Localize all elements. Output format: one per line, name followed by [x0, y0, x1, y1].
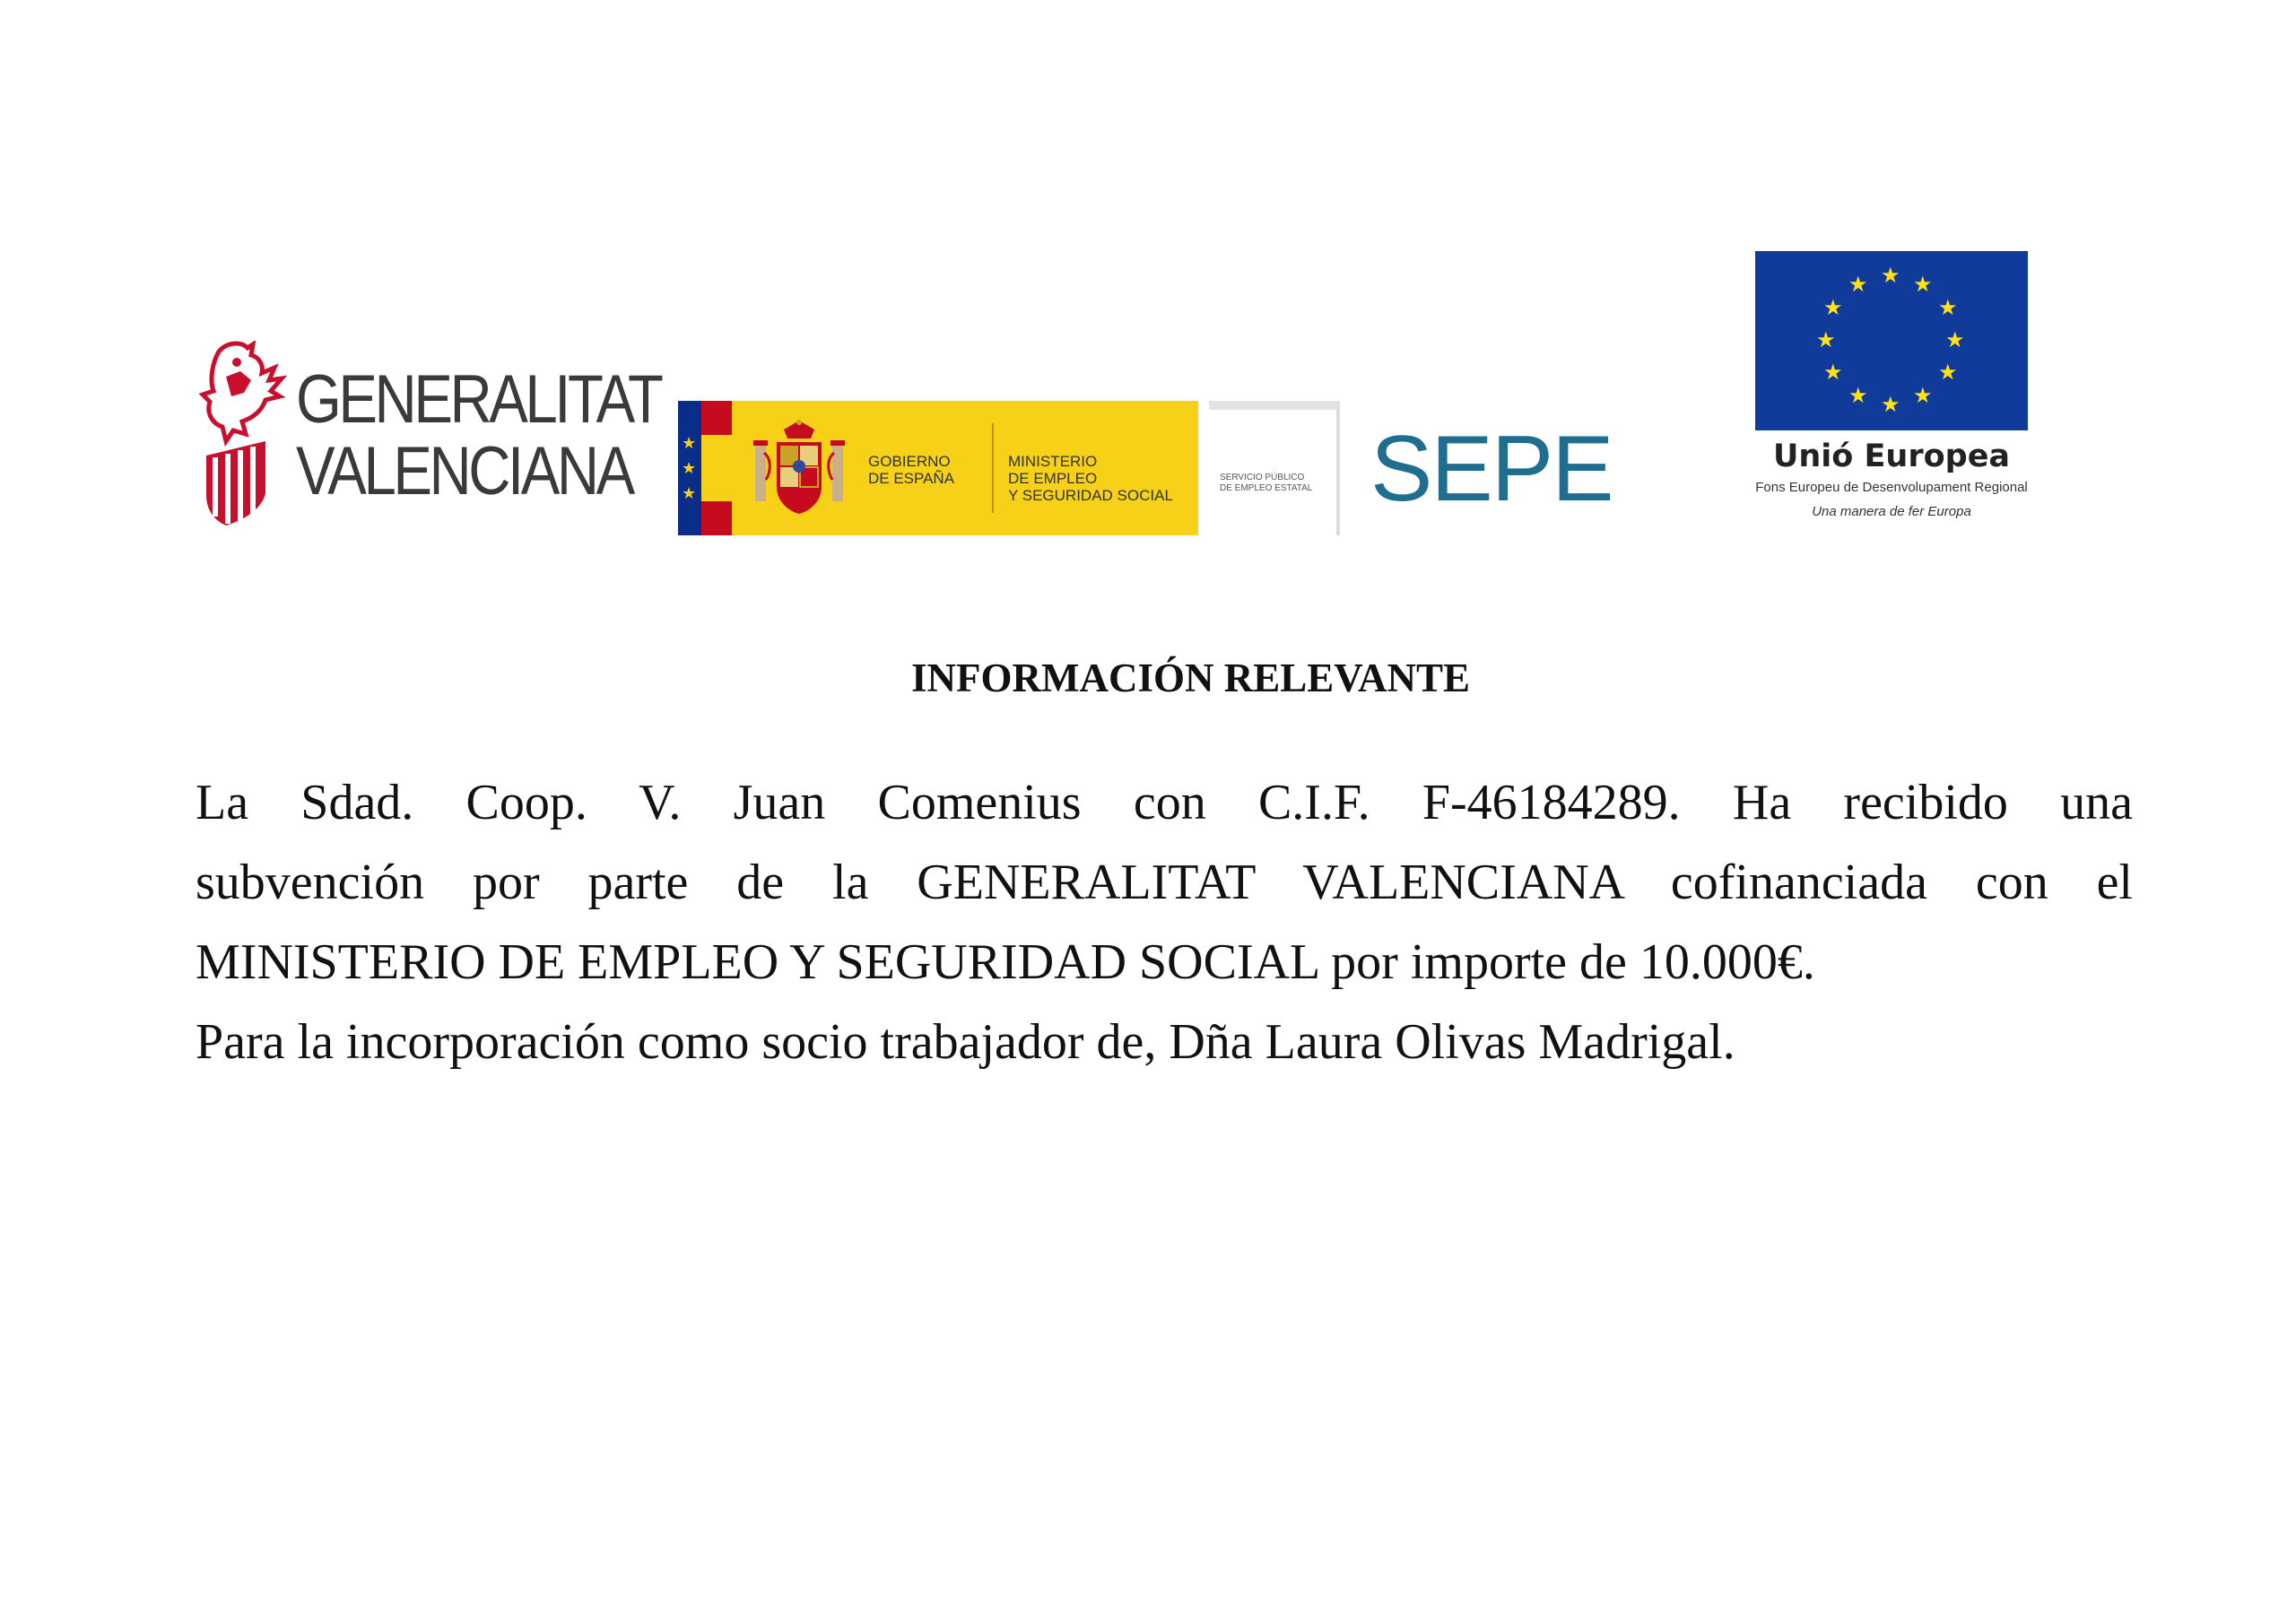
body-line-1: La Sdad. Coop. V. Juan Comenius con C.I.F. F-46184289. Ha recibido una — [196, 775, 2133, 830]
star-icon: ★ — [1938, 297, 1958, 320]
star-icon: ★ — [1945, 329, 1965, 352]
star-icon: ★ — [1913, 385, 1933, 408]
star-icon: ★ — [1881, 265, 1900, 288]
servicio-line-1: SERVICIO PÚBLICO — [1220, 473, 1305, 482]
generalitat-valenciana-crest-icon — [199, 341, 289, 529]
flag-stripe-red — [701, 401, 732, 435]
ministerio-line-1: MINISTERIO — [1008, 453, 1098, 470]
gobierno-line-2: DE ESPAÑA — [868, 470, 955, 487]
eu-flag-icon — [1755, 251, 2028, 430]
body-line-2: subvención por parte de la GENERALITAT VALENCIANA cofinanciada con el — [196, 855, 2133, 910]
generalitat-valenciana-logo — [199, 341, 661, 534]
ministerio-line-2: DE EMPLEO — [1008, 470, 1098, 487]
document-body — [196, 763, 2133, 1082]
star-icon: ★ — [1848, 274, 1868, 297]
flag-stripe-yellow — [701, 435, 732, 501]
star-icon: ★ — [1823, 361, 1843, 385]
star-icon: ★ — [1881, 394, 1900, 417]
gobierno-line-1: GOBIERNO — [868, 453, 951, 470]
star-icon: ★ — [1913, 274, 1933, 297]
star-icon: ★ — [682, 434, 697, 452]
star-icon: ★ — [1823, 297, 1843, 320]
eu-subtitle: Fons Europeu de Desenvolupament Regional — [1755, 480, 2028, 495]
ministerio-line-3: Y SEGURIDAD SOCIAL — [1008, 487, 1173, 504]
sepe-text: SEPE — [1370, 417, 1613, 521]
star-icon: ★ — [1938, 361, 1958, 385]
eu-tagline: Una manera de fer Europa — [1812, 504, 1971, 519]
star-icon: ★ — [682, 459, 697, 477]
gva-line-1: GENERALITAT — [296, 361, 661, 438]
servicio-publico-logo — [1209, 401, 1340, 535]
servicio-line-2: DE EMPLEO ESTATAL — [1220, 483, 1313, 493]
body-line-3: MINISTERIO DE EMPLEO Y SEGURIDAD SOCIAL por importe de 10.000€. — [196, 934, 1815, 990]
divider — [992, 423, 994, 513]
eu-name: Unió Europea — [1772, 439, 2011, 474]
star-icon: ★ — [1848, 385, 1868, 408]
spain-coat-of-arms-icon — [750, 417, 848, 525]
flag-stripe-red — [701, 501, 732, 535]
gobierno-espana-logo — [678, 401, 1198, 535]
sepe-logo — [1370, 417, 1631, 521]
eu-strip — [678, 401, 701, 535]
document-heading: INFORMACIÓN RELEVANTE — [911, 656, 1470, 700]
star-icon: ★ — [682, 484, 697, 502]
body-line-4: Para la incorporación como socio trabajador de, Dña Laura Olivas Madrigal. — [196, 1014, 1735, 1070]
gva-line-2: VALENCIANA — [296, 433, 632, 509]
star-icon: ★ — [1816, 329, 1836, 352]
unio-europea-logo — [1731, 251, 2028, 529]
